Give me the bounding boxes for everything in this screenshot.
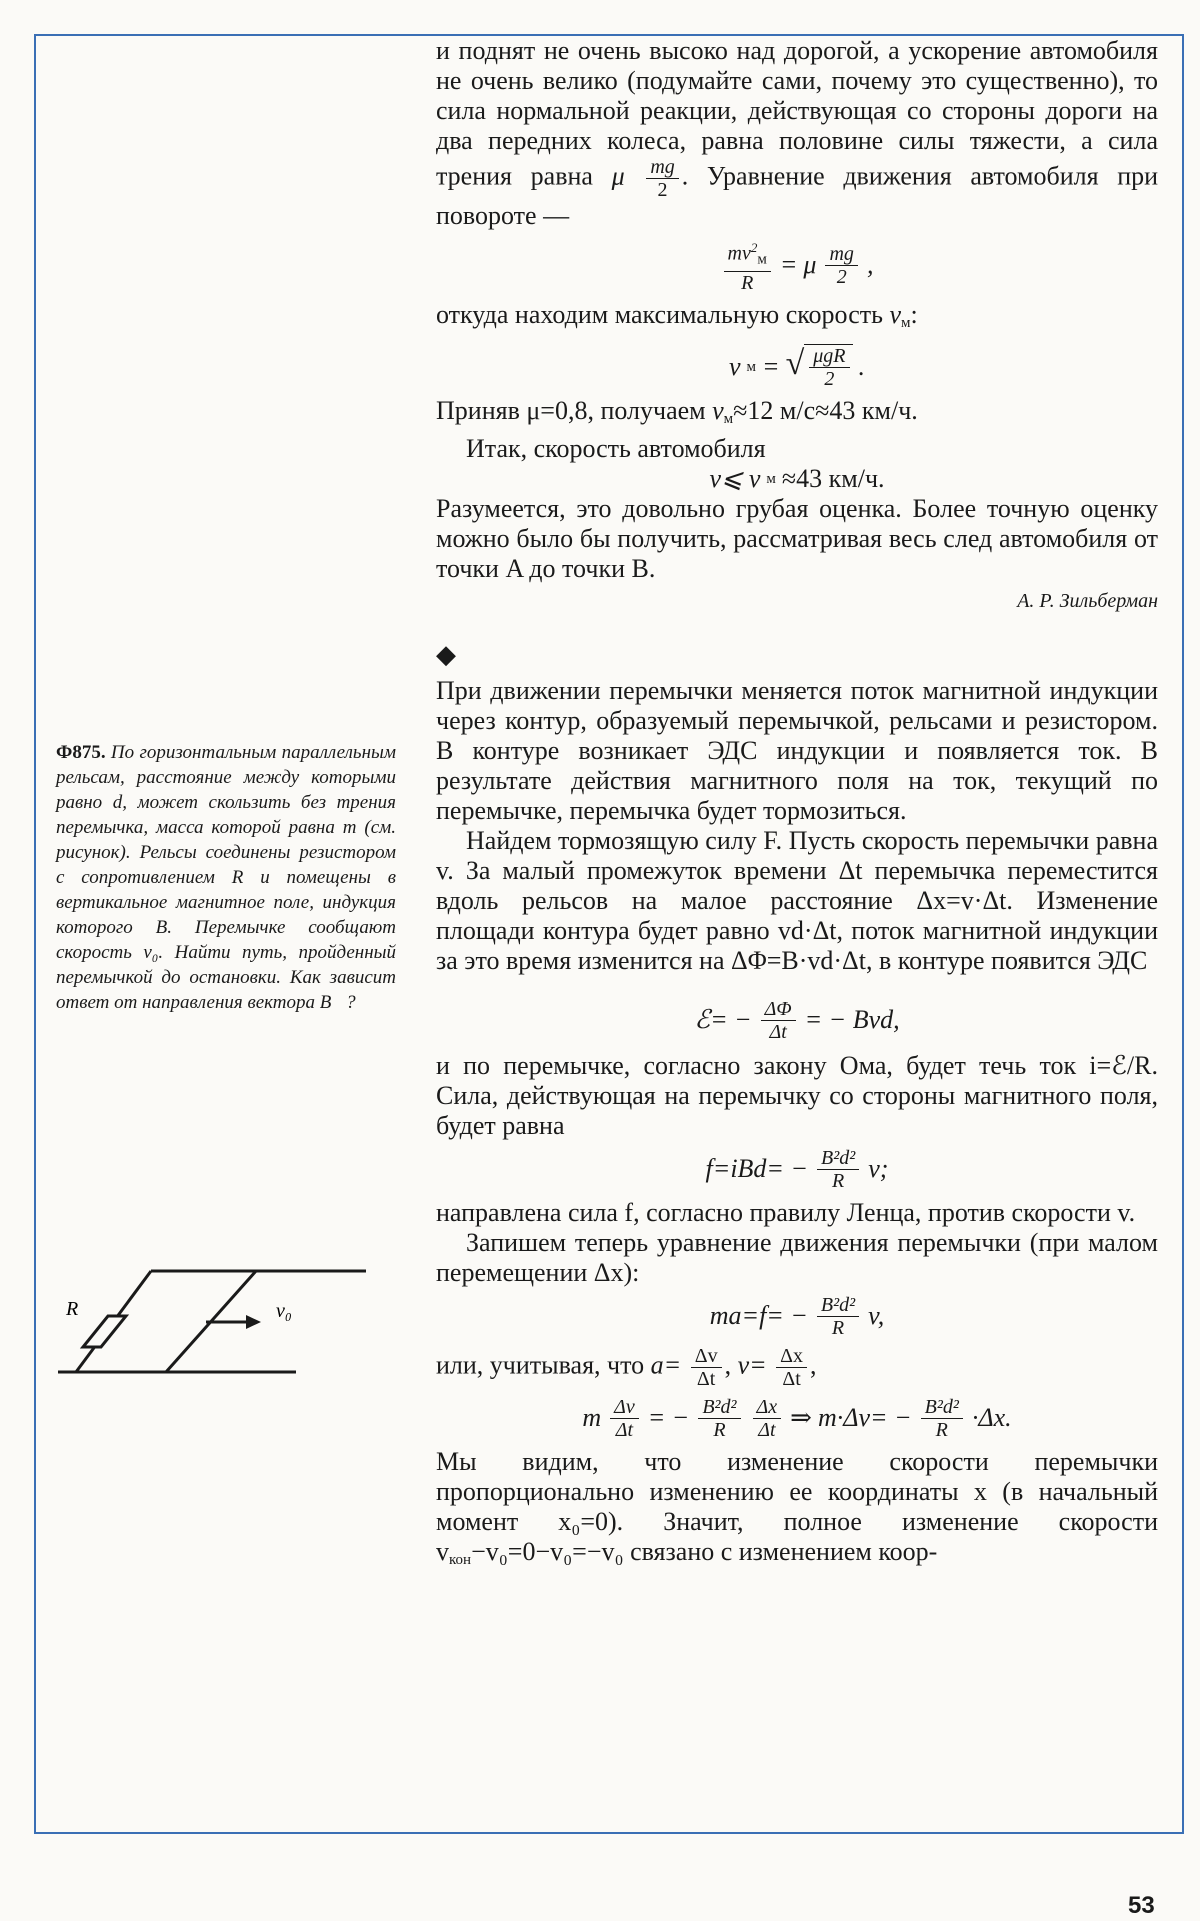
paragraph: Мы видим, что изменение скорости перемычки пропорционально изменению ее координаты x (в начальный момент x₀=0). Значит, полное изменение скорости $v_{кон}-v_0=0-v_0=-v_0$ связано с изменением коор-	[436, 1446, 1158, 1568]
rails-diagram	[56, 1255, 376, 1385]
problem-text: По горизонтальным параллельным рельсам, расстояние между которыми равно d, может скользить без трения перемычка, масса которой равна m (см. рисунок). Рельсы соединены резистором с сопротивлением R и помещены в вертикальное магнитное поле, индукция которого B. Перемычке сообщают скорость v₀. Найти путь, пройденный перемычкой до остановки. Как зависит ответ от направления вектора B⃗?	[56, 742, 396, 1013]
fraction: $\frac{mg}{2}$	[646, 156, 678, 201]
paragraph: Разумеется, это довольно грубая оценка. Более точную оценку можно было бы получить, рассматривая весь след автомобиля от точки A до точки B.	[436, 493, 1158, 583]
formula-inequality: v⩽ v м ≈43 км/ч.	[709, 463, 885, 493]
author: А. Р. Зильберман	[1017, 589, 1158, 612]
problem-label: Ф875.	[56, 742, 106, 763]
paragraph: Найдем тормозящую силу F. Пусть скорость перемычки равна v. За малый промежуток времени Δt перемычка переместится вдоль рельсов на малое расстояние Δx=v·Δt. Изменение площади контура будет равно vd·Δt, поток магнитной индукции за это время изменится на ΔΦ=B·vd·Δt, в контуре появится ЭДС	[436, 825, 1158, 975]
paragraph: или, учитывая, что a= $\frac{\Delta v}{\Delta t}$ , v= $\frac{\Delta x}{\Delta t}$ ,	[436, 1344, 817, 1390]
formula-emf: ℰ= − $\frac{\Delta\Phi}{\Delta t}$ = − Bvd,	[694, 997, 900, 1043]
paragraph: Итак, скорость автомобиля	[466, 433, 766, 463]
formula-differential: m $\frac{\Delta v}{\Delta t}$ = − $\frac{\text{B²d²}}{R}$ $\frac{\Delta x}{\Delta t}$ ⇒ m·Δv= − $\frac{\text{B²d²}}{R}$ ·Δx.	[582, 1395, 1012, 1441]
formula-motion: $\frac{mv^2_м}{R}$ = μ $\frac{mg}{2}$ ,	[436, 237, 1158, 294]
main-column	[436, 36, 1158, 1575]
paragraph: и по перемычке, согласно закону Ома, будет течь ток i=ℰ/R. Сила, действующая на перемычку со стороны магнитного поля, будет равна	[436, 1050, 1158, 1140]
paragraph: При движении перемычки меняется поток магнитной индукции через контур, образуемый перемычкой, рельсами и резистором. В контуре возникает ЭДС индукции и появляется ток. В результате действия магнитного поля на ток, текущий по перемычке, перемычка будет тормозиться.	[436, 675, 1158, 825]
arrowhead-icon	[246, 1315, 261, 1329]
resistor	[83, 1316, 126, 1347]
page-number: 53	[1128, 1892, 1155, 1919]
paragraph: откуда находим максимальную скорость $v_м$:	[436, 299, 918, 331]
formula-force: f=iBd= − $\frac{\text{B²d²}}{R}$ v;	[705, 1146, 889, 1192]
velocity-label: v₀	[276, 1300, 292, 1322]
paragraph: и поднят не очень высоко над дорогой, а ускорение автомобиля не очень велико (подумайте сами, почему это существенно), то сила нормальной реакции, действующая со стороны дороги на два передних колеса, равна половине силы тяжести, а сила трения равна μ $\frac{mg}{2}$ . Уравнение движения автомобиля при повороте —	[436, 36, 1159, 230]
diamond-icon: ◆	[436, 639, 456, 669]
formula-vmax: v м = √ $\frac{\text{μgR}}{2}$ .	[728, 344, 866, 390]
paragraph: Запишем теперь уравнение движения перемычки (при малом перемещении Δx):	[436, 1227, 1158, 1287]
resistor-label: R	[66, 1298, 79, 1320]
formula-ma: ma=f= − $\frac{\text{B²d²}}{R}$ v,	[709, 1293, 885, 1339]
problem-statement	[56, 740, 396, 1015]
paragraph: Приняв μ=0,8, получаем $v_м\approx 12$ м/с≈43 км/ч.	[436, 395, 918, 427]
paragraph: направлена сила f, согласно правилу Ленца, против скорости v.	[436, 1197, 1136, 1227]
